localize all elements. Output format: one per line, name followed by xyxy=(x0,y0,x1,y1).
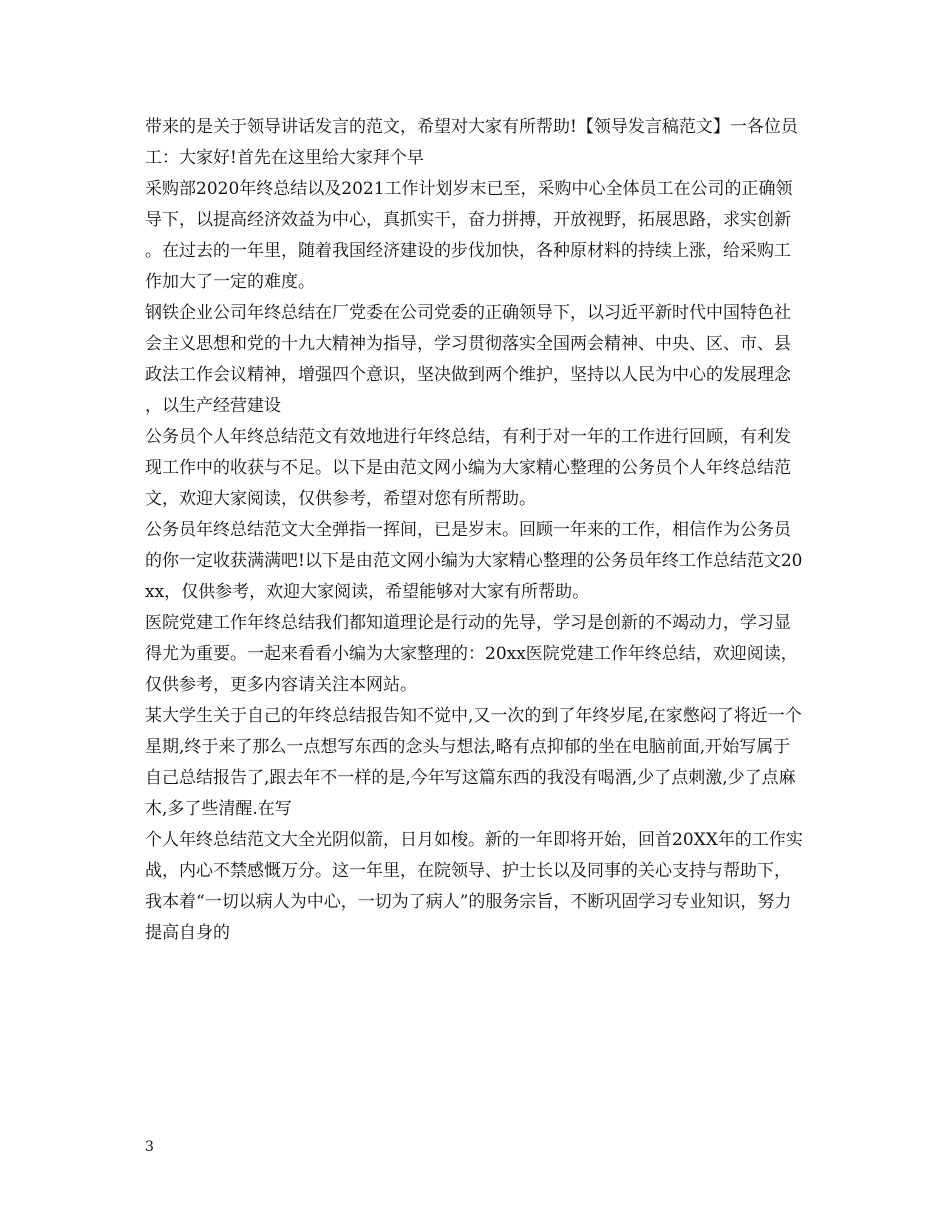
paragraph-procurement-summary: 采购部2020年终总结以及2021工作计划岁末已至，采购中心全体员工在公司的正确领导下，以提高经济效益为中心，真抓实干，奋力拼搏，开放视野，拓展思路，求实创新。在过去的一年里，随着我国经济建设的步伐加快，各种原材料的持续上涨，给采购工作加大了一定的难度。 xyxy=(145,179,793,292)
paragraph-civil-servant-summary-collection: 公务员年终总结范文大全弹指一挥间，已是岁末。回顾一年来的工作，相信作为公务员的你一定收获满满吧!以下是由范文网小编为大家精心整理的公务员年终工作总结范文20xx，仅供参考，欢迎大家阅读，希望能够对大家有所帮助。 xyxy=(145,520,803,602)
page-number: 3 xyxy=(145,1139,154,1155)
paragraph-steel-company-summary: 钢铁企业公司年终总结在厂党委在公司党委的正确领导下，以习近平新时代中国特色社会主义思想和党的十九大精神为指导，学习贯彻落实全国两会精神、中央、区、市、县政法工作会议精神，增强四个意识，坚决做到两个维护，坚持以人民为中心的发展理念，以生产经营建设 xyxy=(145,303,791,416)
paragraph-hospital-party-summary: 医院党建工作年终总结我们都知道理论是行动的先导，学习是创新的不竭动力，学习显得尤为重要。一起来看看小编为大家整理的：20xx医院党建工作年终总结，欢迎阅读，仅供参考，更多内容请关注本网站。 xyxy=(145,613,798,695)
paragraph-student-summary: 某大学生关于自己的年终总结报告知不觉中,又一次的到了年终岁尾,在家憋闷了将近一个星期,终于来了那么一点想写东西的念头与想法,略有点抑郁的坐在电脑前面,开始写属于自己总结报告了,跟去年不一样的是,今年写这篇东西的我没有喝酒,少了点刺激,少了点麻木,多了些清醒.在写 xyxy=(145,706,802,819)
document-body xyxy=(145,112,807,949)
paragraph-personal-summary-collection: 个人年终总结范文大全光阴似箭，日月如梭。新的一年即将开始，回首20XX年的工作实战，内心不禁感慨万分。这一年里，在院领导、护士长以及同事的关心支持与帮助下，我本着“一切以病人为中心，一切为了病人”的服务宗旨，不断巩固学习专业知识，努力提高自身的 xyxy=(145,830,803,943)
paragraph-leader-speech: 带来的是关于领导讲话发言的范文，希望对大家有所帮助!【领导发言稿范文】一各位员工：大家好!首先在这里给大家拜个早 xyxy=(145,117,798,168)
paragraph-civil-servant-personal-summary: 公务员个人年终总结范文有效地进行年终总结，有利于对一年的工作进行回顾，有利发现工作中的收获与不足。以下是由范文网小编为大家精心整理的公务员个人年终总结范文，欢迎大家阅读，仅供参考，希望对您有所帮助。 xyxy=(145,427,791,509)
